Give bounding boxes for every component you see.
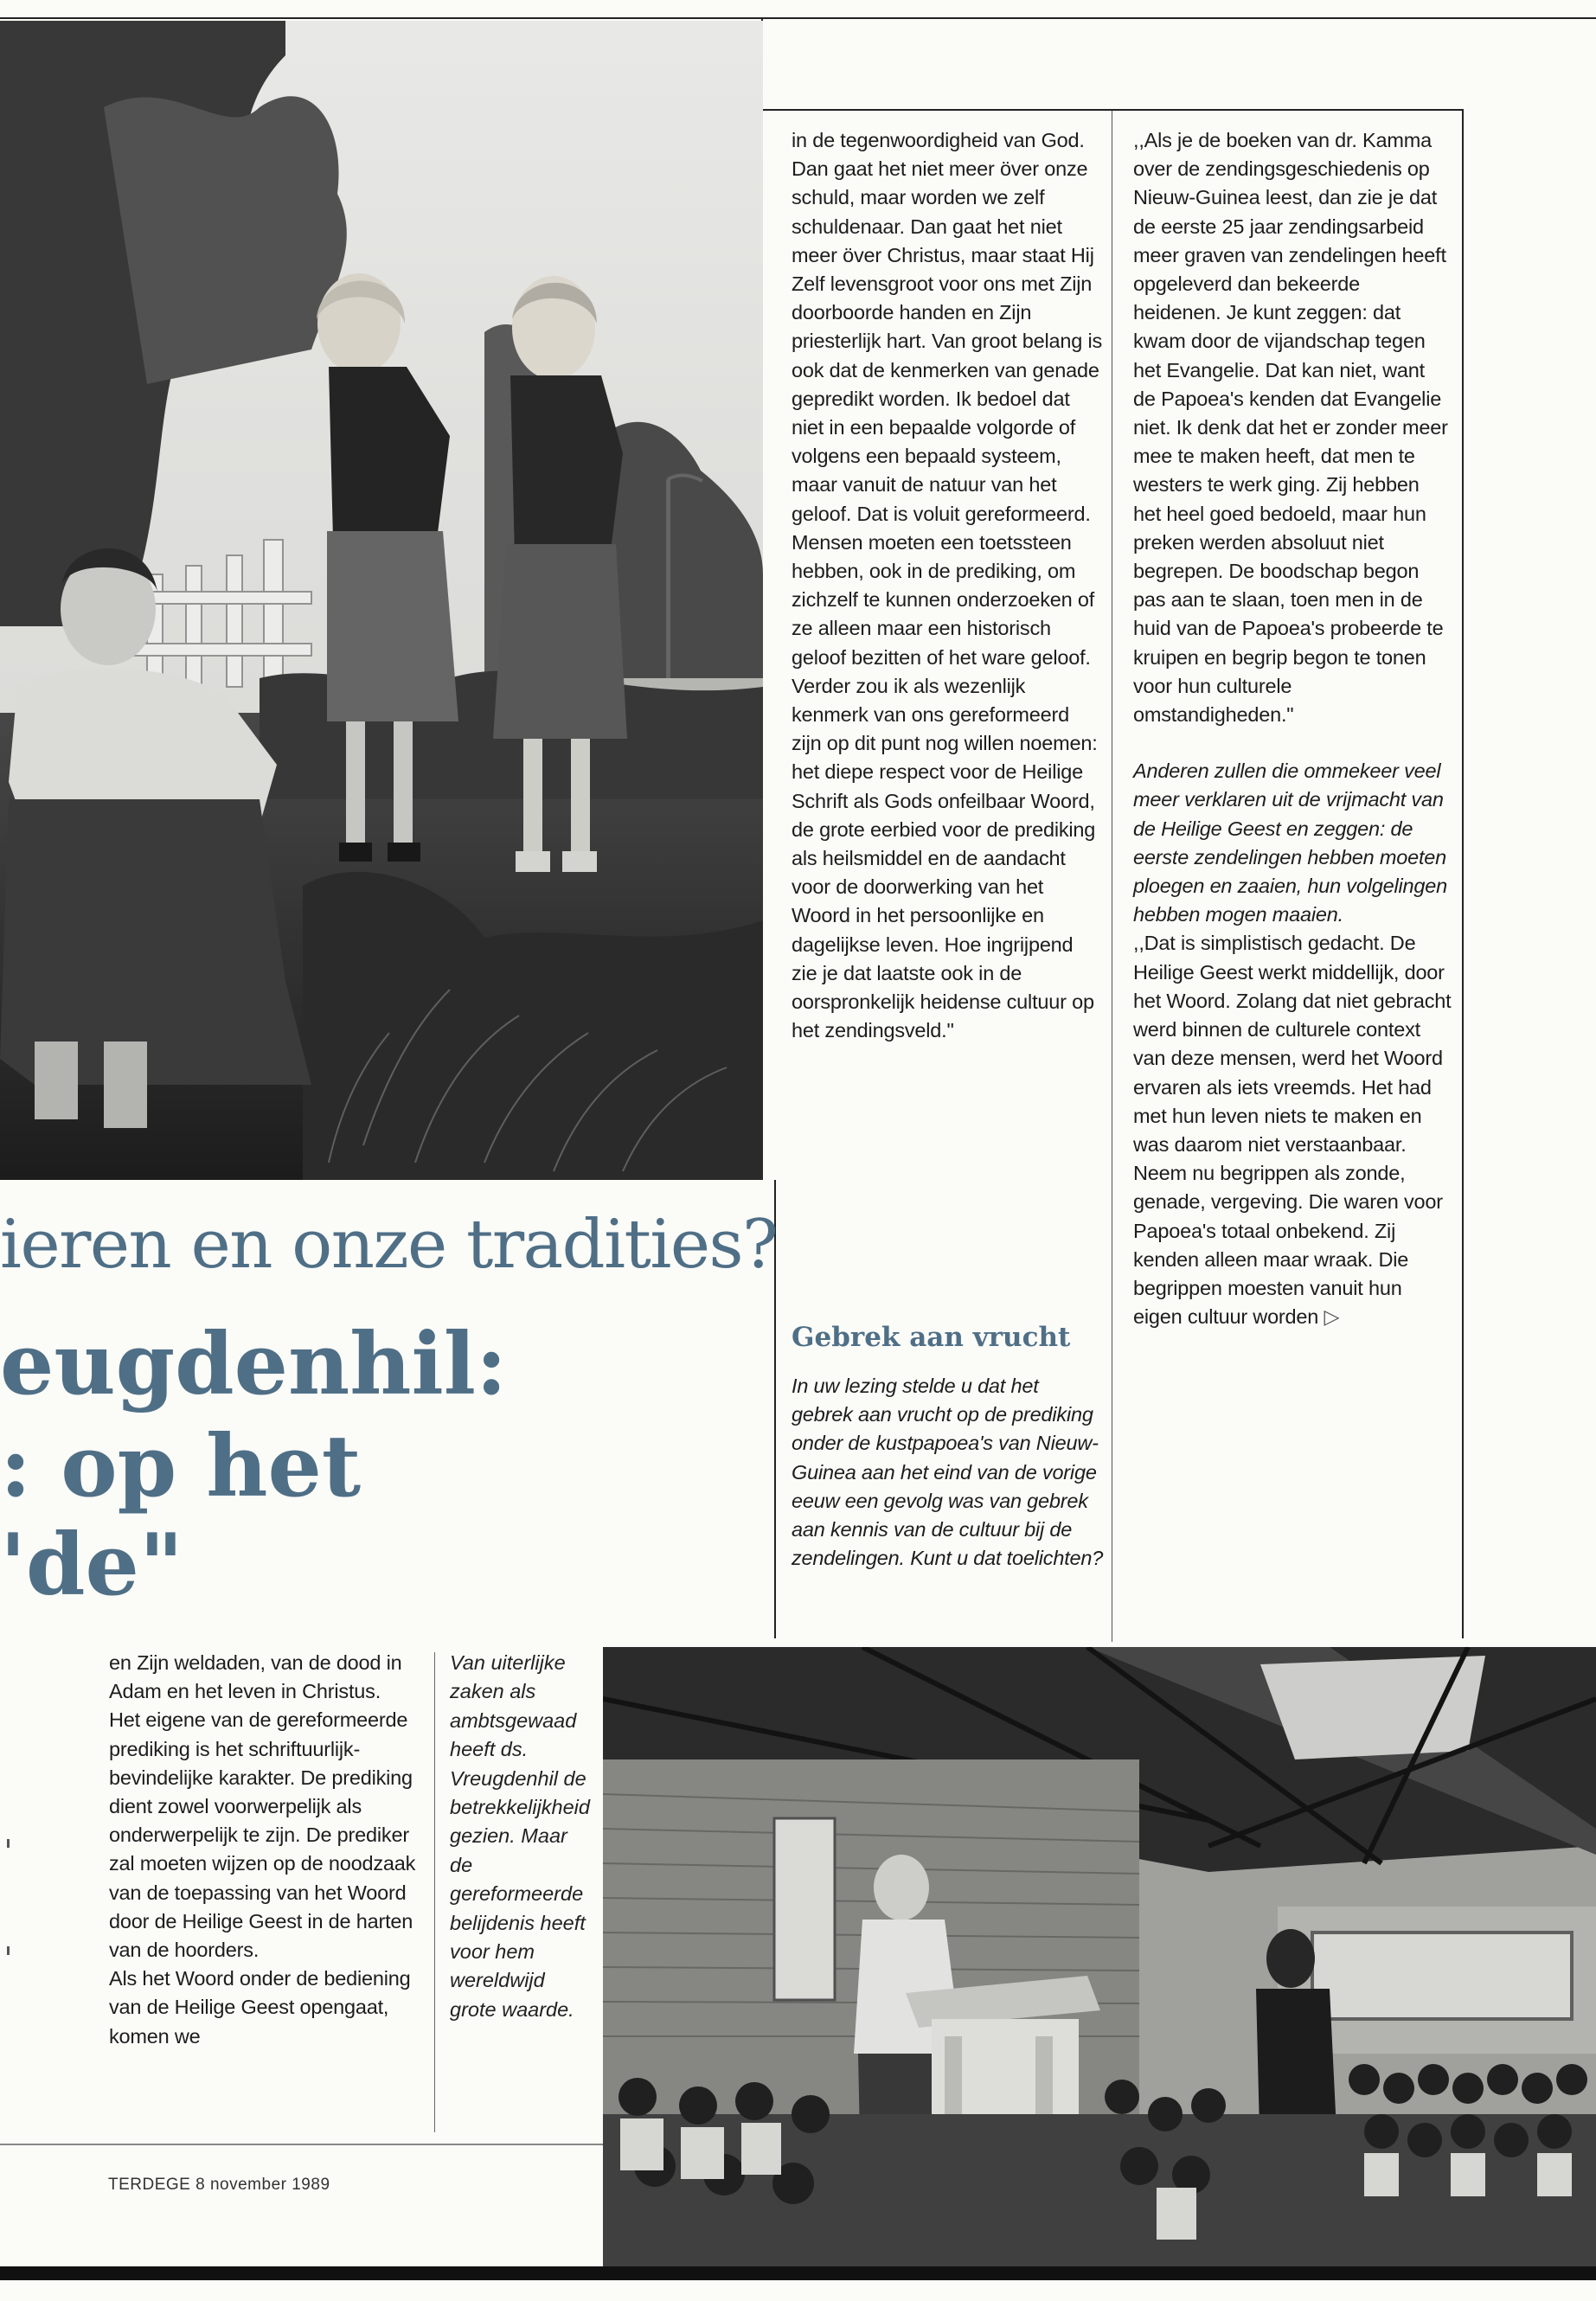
text-frame-top <box>763 109 1464 111</box>
headline-line-2: eugdenhil: <box>0 1315 508 1414</box>
bottom-para-2: Als het Woord onder de bediening van de Heilige Geest opengaat, komen we <box>109 1967 411 2048</box>
right-para-2-text: ,,Dat is simplistisch gedacht. De Heilige Geest werkt middellijk, door het Woord. Zolang dat niet gebracht werd binnen de culturele context van deze mensen, werd het Woord ervaren als iets vreemds. Het had met hun leven niets te maken en was daarom niet verstaanbaar. Neem nu begrippen als zonde, genade, vergeving. Die waren voor Papoea's totaal onbekend. Zij kenden alleen maar wraak. Die begrippen moesten vanuit hun eigen cultuur worden <box>1133 932 1452 1329</box>
footer-rule <box>0 2144 606 2145</box>
right-question: Anderen zullen die ommekeer veel meer verklaren uit de vrijmacht van de Heilige Geest en zeggen: de eerste zendelingen hebben moeten ploegen en zaaien, hun volgelingen hebben mogen maaien. <box>1133 760 1447 926</box>
bottom-band <box>0 2266 1596 2280</box>
right-para-1: ,,Als je de boeken van dr. Kamma over de zendingsgeschiedenis op Nieuw-Guinea leest, dan zie je dat de eerste 25 jaar zendingsarbeid meer graven van zendelingen heeft opgeleverd dan bekeerde heidenen. Je kunt zeggen: dat kwam door de vijandschap tegen het Evangelie. Dat kan niet, want de Papoea's kenden dat Evangelie niet. Ik denk dat het er zonder meer mee te maken heeft, dat men te westers te werk ging. Zij hebben het heel goed bedoeld, maar hun preken werden absoluut niet begrepen. De boodschap begon pas aan te slaan, toen men in de huid van de Papoea's probeerde te kruipen en begrip begon te tonen voor hun culturele omstandigheden." <box>1133 129 1448 727</box>
text-frame-right <box>1462 109 1464 1638</box>
bottom-para-1: en Zijn weldaden, van de dood in Adam en het leven in Christus. Het eigene van de gereformeerde prediking is het schriftuurlijk-bevindelijke karakter. De prediking dient zowel voorwerpelijk als onderwerpelijk te zijn. De prediker zal moeten wijzen op de noodzaak van de toepassing van het Woord door de Heilige Geest in de harten van de hoorders. <box>109 1651 416 1962</box>
subheading-gebrek: Gebrek aan vrucht <box>792 1322 1071 1353</box>
footer-text: TERDEGE 8 november 1989 <box>108 2176 330 2194</box>
mid-para-1: in de tegenwoordigheid van God. Dan gaat het niet meer över onze schuld, maar worden we zelf schuldenaar. Dan gaat het niet meer över Christus, maar staat Hij Zelf levensgroot voor ons met Zijn doorboorde handen en Zijn priesterlijk hart. Van groot belang is ook dat de kenmerken van genade gepredikt worden. Ik bedoel dat niet in een bepaalde volgorde of volgens een bepaald systeem, maar vanuit de natuur van het geloof. Dat is voluit gereformeerd. Mensen moeten een toetssteen hebben, ook in de prediking, om zichzelf te kunnen onderzoeken of ze alleen maar een historisch geloof bezitten of het ware geloof. <box>792 129 1103 669</box>
margin-tick-2 <box>7 1946 10 1955</box>
headline-line-1: ieren en onze tradities? <box>0 1206 778 1284</box>
headline-line-3: : op het <box>0 1417 362 1516</box>
mid-para-2: Verder zou ik als wezenlijk kenmerk van ons gereformeerd zijn op dit punt nog willen noemen: het diepe respect voor de Heilige Schrift als Gods onfeilbaar Woord, de grote eerbied voor de prediking als heilsmiddel en de aandacht voor de doorwerking van het Woord in het persoonlijke en dagelijkse leven. Hoe ingrijpend zie je dat laatste ook in de oorspronkelijk heidense cultuur op het zendingsveld." <box>792 674 1098 1042</box>
mid-question: In uw lezing stelde u dat het gebrek aan vrucht op de prediking onder de kustpapoea's van Nieuw-Guinea aan het eind van de vorige eeuw een gevolg was van gebrek aan kennis van de cultuur bij de zendelingen. Kunt u dat toelichten? <box>792 1375 1104 1570</box>
column-bottom <box>109 1649 417 2051</box>
column-right <box>1133 126 1452 1331</box>
column-middle <box>792 126 1103 1046</box>
margin-tick-1 <box>7 1839 10 1848</box>
headline-line-4: 'de" <box>0 1516 183 1615</box>
continue-arrow-icon: ▷ <box>1324 1305 1340 1329</box>
caption-divider <box>434 1652 435 2132</box>
right-para-2 <box>1133 929 1452 1331</box>
photo-girls-garden <box>0 21 763 1180</box>
photo-church-gathering <box>603 1647 1596 2266</box>
top-rule <box>0 17 1596 19</box>
photo-caption: Van uiterlijke zaken als ambtsgewaad heeft ds. Vreugdenhil de betrekkelijkheid gezien. Maar de gereformeerde belijdenis heeft voor hem wereldwijd grote waarde. <box>450 1651 590 2021</box>
